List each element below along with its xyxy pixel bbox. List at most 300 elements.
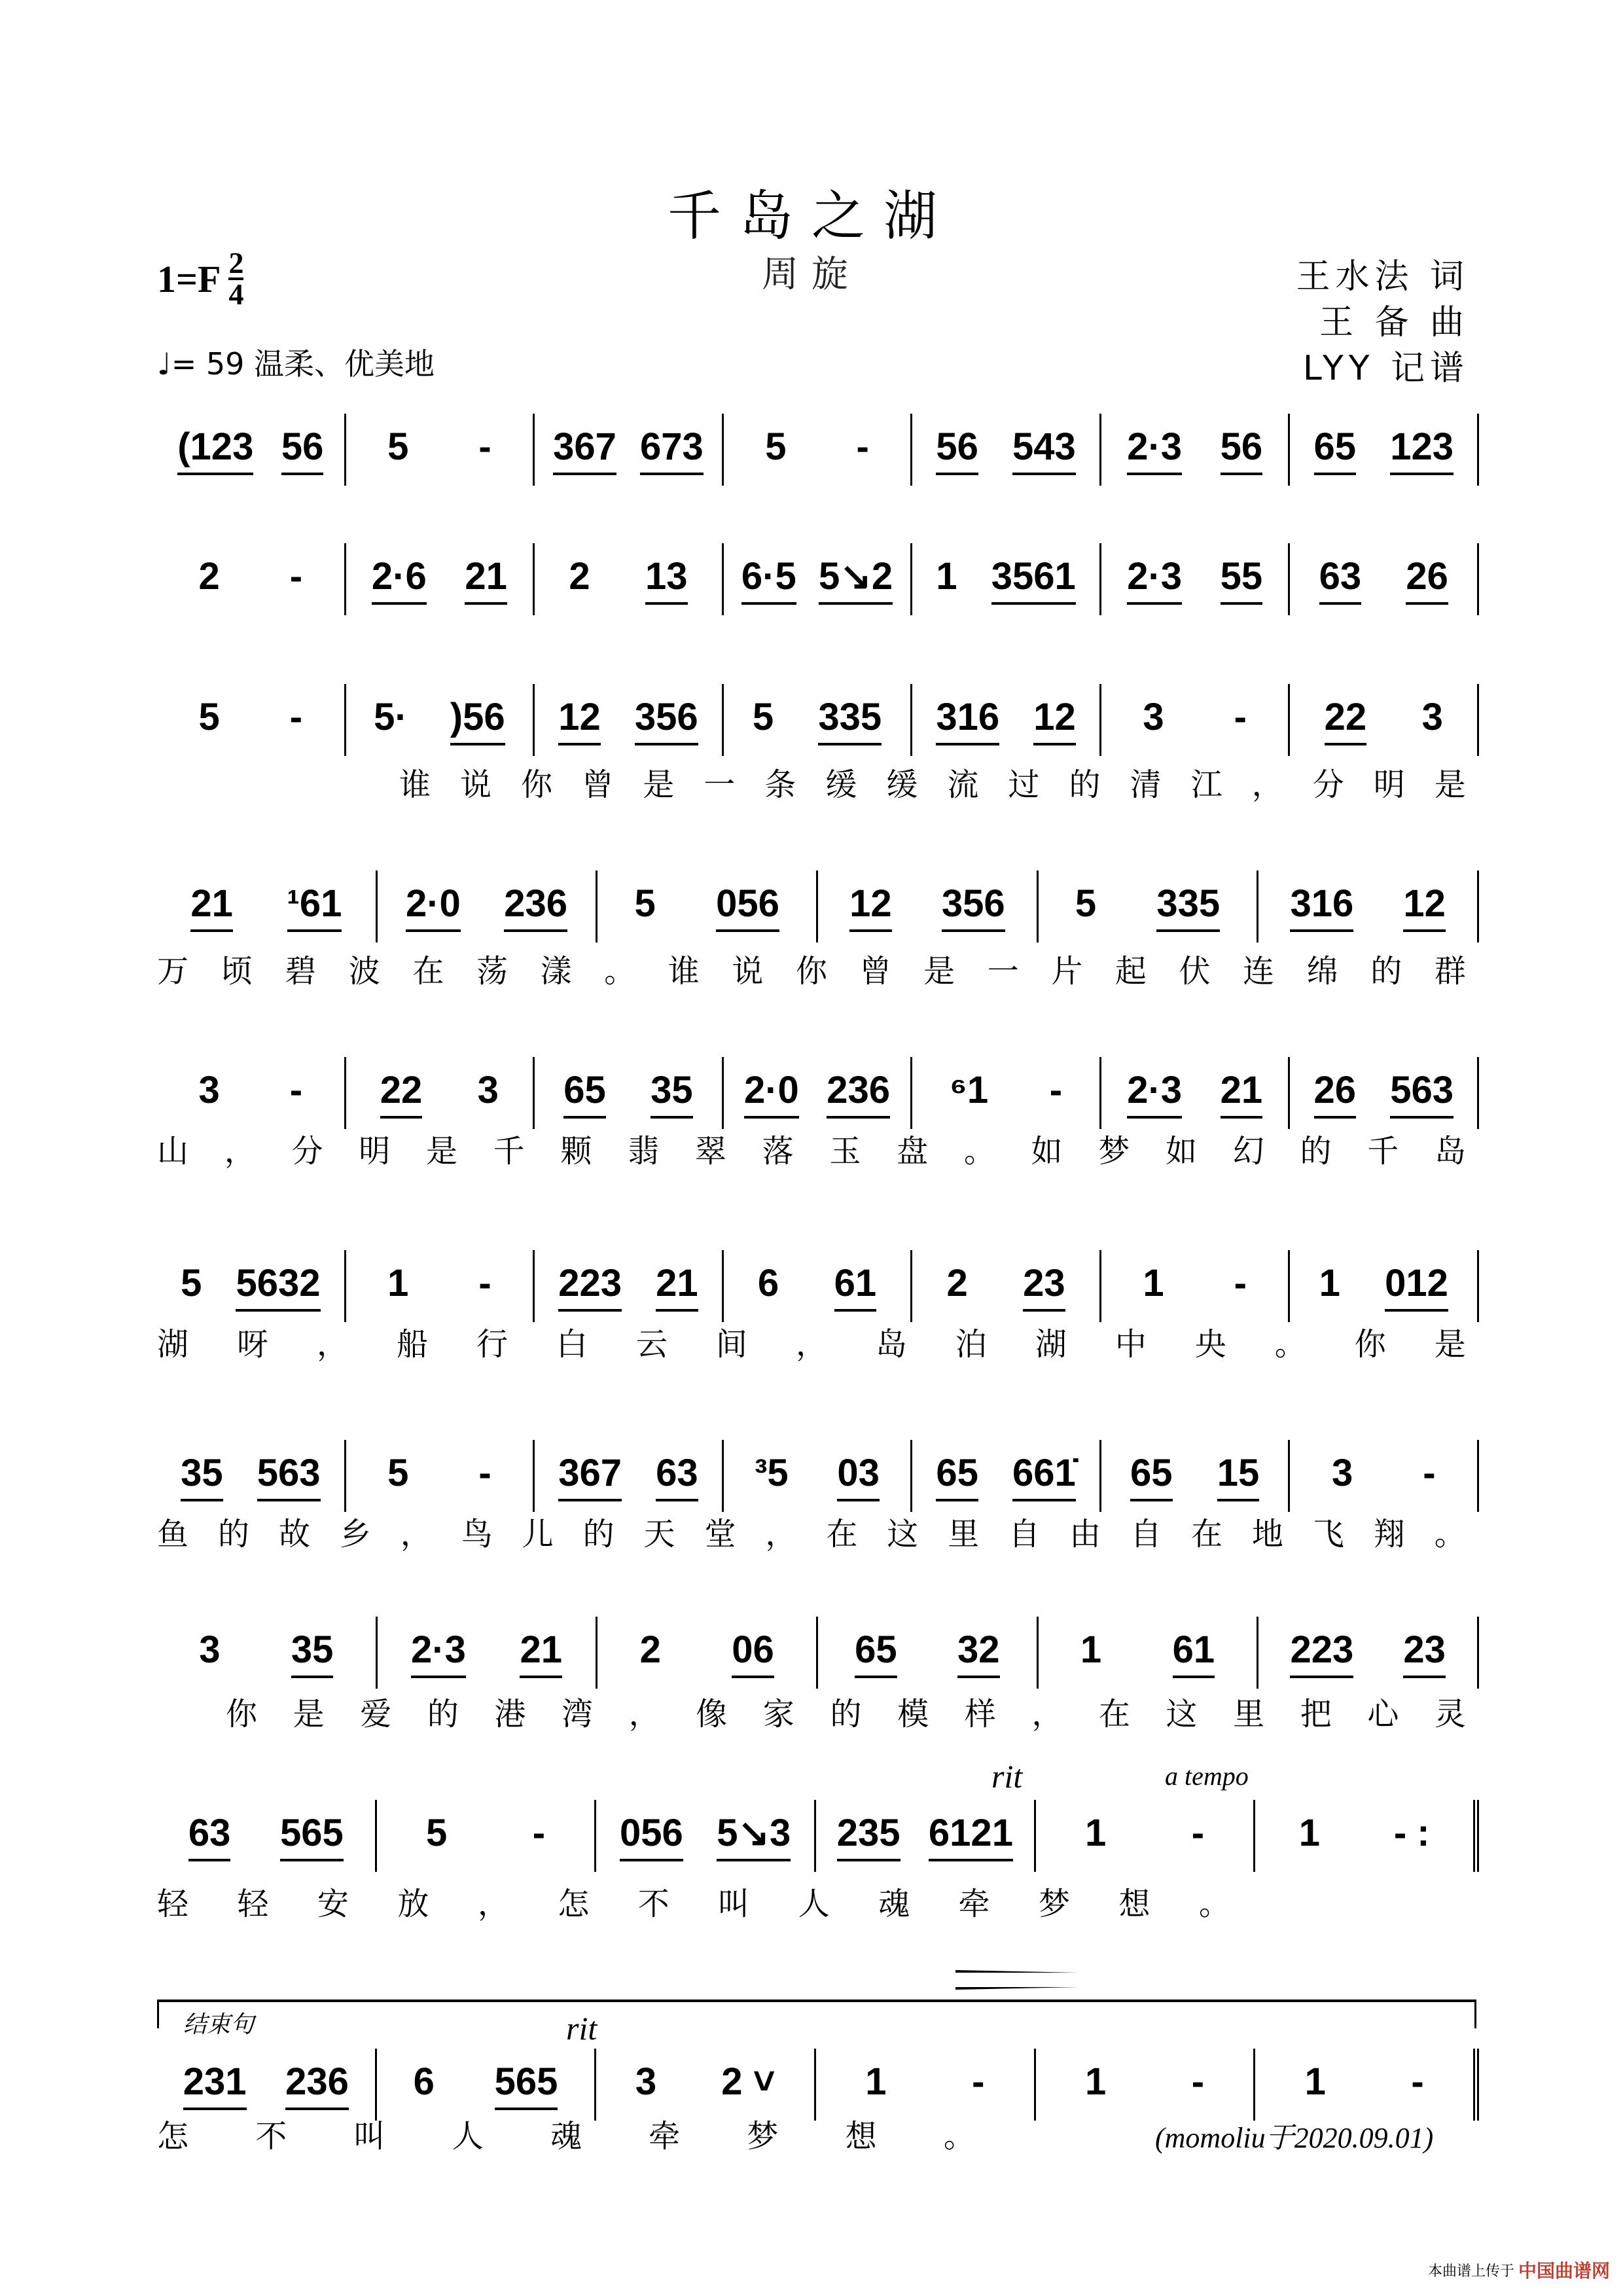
lyric-char: ， xyxy=(400,1516,432,1552)
lyric-char: 是 xyxy=(923,953,955,990)
note-group: 3 xyxy=(1143,695,1164,738)
note-group: 6121 xyxy=(929,1811,1013,1861)
lyric-char: 梦 xyxy=(747,2118,779,2155)
measure xyxy=(912,1057,1101,1129)
note-group: 56 xyxy=(936,425,978,475)
lyric-char: 像 xyxy=(696,1696,728,1732)
measure xyxy=(157,1617,378,1689)
lyric-char: 这 xyxy=(1166,1696,1198,1732)
measure xyxy=(596,2049,816,2121)
note-group: 5 xyxy=(425,1811,448,1854)
lyric-char: 群 xyxy=(1434,953,1466,990)
lyrics-line xyxy=(157,1878,1230,1924)
lyric-char: 起 xyxy=(1115,953,1147,990)
lyric-char: 片 xyxy=(1051,953,1083,990)
lyric-char: 翠 xyxy=(694,1133,726,1170)
lyric-char: 。 xyxy=(963,1133,995,1170)
rit-marking: rit xyxy=(991,1758,1023,1795)
site-logo[interactable]: 中国曲谱网 xyxy=(1518,2261,1610,2281)
note-group: 21 xyxy=(520,1628,562,1678)
lyric-char: 的 xyxy=(1370,953,1402,990)
note-group: 12 xyxy=(1033,695,1076,745)
lyric-char: 叫 xyxy=(718,1886,750,1922)
transcriber: LYY 记谱 xyxy=(1302,349,1469,388)
lyric-char: 在 xyxy=(826,1516,858,1552)
lyric-char: 曾 xyxy=(859,953,891,990)
note-group: 1 xyxy=(387,1261,409,1304)
note-group: 56 xyxy=(281,425,324,475)
note-group: 056 xyxy=(620,1811,683,1861)
note-group: 65 xyxy=(1314,425,1357,475)
measure xyxy=(596,1800,816,1872)
time-top: 2 xyxy=(228,246,244,279)
note-group: - xyxy=(478,1261,491,1304)
lyric-char: 千 xyxy=(1367,1133,1399,1170)
note-group: 2 ˅ xyxy=(721,2060,776,2103)
lyric-char: 说 xyxy=(460,766,492,803)
lyric-char: 湖 xyxy=(1035,1326,1067,1363)
lyric-char: 一 xyxy=(704,766,736,803)
measure xyxy=(912,1440,1101,1512)
lyric-char: 魂 xyxy=(878,1886,910,1922)
measure xyxy=(1101,1057,1291,1129)
note-group: - xyxy=(1191,2060,1205,2103)
lyric-char: 盘 xyxy=(897,1133,929,1170)
measure xyxy=(816,1800,1036,1872)
lyric-char: 行 xyxy=(476,1326,508,1363)
lyric-char: 的 xyxy=(427,1696,459,1732)
measure xyxy=(346,543,535,615)
note-group: 5 xyxy=(387,1451,409,1494)
note-group: 5 xyxy=(752,695,774,738)
note-group: - xyxy=(289,1068,303,1111)
measure xyxy=(912,1250,1101,1322)
staff-line xyxy=(157,543,1479,615)
note-group: 1 xyxy=(1143,1261,1164,1304)
lyric-char: 牵 xyxy=(958,1886,990,1922)
time-signature xyxy=(228,246,244,311)
note-group: 5↘2 xyxy=(819,554,893,605)
note-group: - xyxy=(1234,695,1247,738)
measure xyxy=(1258,870,1479,942)
measure xyxy=(346,1250,535,1322)
lyric-char: 流 xyxy=(947,766,979,803)
measure xyxy=(1290,1057,1479,1129)
note-group: 2·0 xyxy=(406,882,461,932)
note-group: 65 xyxy=(1130,1451,1173,1501)
note-group: 5 xyxy=(181,1261,202,1304)
measure xyxy=(346,414,535,486)
measure xyxy=(724,684,913,756)
staff-line xyxy=(157,1057,1479,1129)
ending-label: 结束句 xyxy=(183,2011,255,2038)
measure xyxy=(1101,684,1291,756)
lyric-char: 叫 xyxy=(353,2118,385,2155)
lyric-char: 曾 xyxy=(582,766,614,803)
rit-marking-ending: rit xyxy=(566,2010,597,2047)
note-group: - xyxy=(1191,1811,1205,1854)
staff-line xyxy=(157,1440,1479,1512)
note-group: 236 xyxy=(827,1068,890,1119)
lyric-char: 天 xyxy=(643,1516,675,1552)
lyric-char: 是 xyxy=(425,1133,457,1170)
key-text: 1=F xyxy=(157,257,221,300)
lyric-char: 由 xyxy=(1069,1516,1101,1552)
measure xyxy=(912,684,1101,756)
lyric-char: 。 xyxy=(943,2118,975,2155)
lyric-char: 。 xyxy=(1434,1516,1466,1552)
lyric-char: 明 xyxy=(1373,766,1405,803)
note-group: 5· xyxy=(374,695,408,738)
note-group: 223 xyxy=(558,1261,622,1312)
lyric-char: 玉 xyxy=(829,1133,861,1170)
lyrics-line xyxy=(157,2111,975,2156)
lyric-char: 轻 xyxy=(237,1886,269,1922)
note-group: - xyxy=(972,2060,985,2103)
lyric-char: 一 xyxy=(987,953,1019,990)
lyric-char: 连 xyxy=(1243,953,1275,990)
lyric-char: 梦 xyxy=(1098,1133,1130,1170)
note-group: 61 xyxy=(1173,1628,1215,1678)
lyric-char: 波 xyxy=(348,953,380,990)
lyric-char: ， xyxy=(1251,766,1283,803)
lyric-char: 缓 xyxy=(886,766,918,803)
measure xyxy=(377,1800,597,1872)
lyric-char: 在 xyxy=(1190,1516,1222,1552)
note-group: 26 xyxy=(1406,554,1448,605)
lyric-char: 地 xyxy=(1251,1516,1283,1552)
lyric-char: 里 xyxy=(1233,1696,1265,1732)
note-group: 5 xyxy=(634,882,656,925)
lyric-char: 顷 xyxy=(221,953,253,990)
lyric-char: 船 xyxy=(396,1326,428,1363)
note-group: 6 xyxy=(757,1261,779,1304)
note-group: ¹61 xyxy=(287,882,342,932)
note-group: 565 xyxy=(495,2060,558,2110)
measure xyxy=(157,543,346,615)
note-group: 1 xyxy=(1080,1628,1102,1671)
measure xyxy=(346,684,535,756)
lyric-char: 条 xyxy=(764,766,796,803)
lyric-char: 自 xyxy=(1008,1516,1041,1552)
lyric-char: 乡 xyxy=(339,1516,371,1552)
key-signature xyxy=(157,246,244,311)
note-group: 21 xyxy=(656,1261,698,1312)
lyric-char: 飞 xyxy=(1312,1516,1344,1552)
lyric-char: 的 xyxy=(217,1516,249,1552)
note-group: ³5 xyxy=(755,1451,789,1494)
note-group: 3 xyxy=(1421,695,1443,738)
measure xyxy=(157,1057,346,1129)
measure xyxy=(346,1057,535,1129)
note-group: 5 xyxy=(387,425,409,468)
measure xyxy=(912,543,1101,615)
note-group: 335 xyxy=(818,695,882,745)
lyric-char: 自 xyxy=(1130,1516,1162,1552)
lyric-char: 模 xyxy=(897,1696,929,1732)
lyric-char: 你 xyxy=(521,766,553,803)
note-group: 56 xyxy=(1221,425,1263,475)
lyric-char: 是 xyxy=(1434,766,1466,803)
time-bottom: 4 xyxy=(228,278,244,311)
lyric-char: 漾 xyxy=(540,953,572,990)
measure xyxy=(535,1440,724,1512)
note-group: 2 xyxy=(639,1628,661,1671)
lyric-char: 缓 xyxy=(825,766,857,803)
lyric-char: 岛 xyxy=(1434,1133,1466,1170)
note-group: 63 xyxy=(1319,554,1362,605)
lyric-char: 。 xyxy=(1274,1326,1306,1363)
lyric-char: 魂 xyxy=(550,2118,582,2155)
measure xyxy=(724,1250,913,1322)
note-group: 563 xyxy=(257,1451,321,1501)
note-group: 65 xyxy=(936,1451,978,1501)
measure xyxy=(1036,1800,1256,1872)
lyric-char: 。 xyxy=(604,953,636,990)
measure xyxy=(1290,1250,1479,1322)
lyric-char: 分 xyxy=(291,1133,323,1170)
lyrics-line xyxy=(399,759,1466,804)
lyric-char: 堂 xyxy=(704,1516,736,1552)
note-group: 65 xyxy=(563,1068,606,1119)
measure xyxy=(818,1617,1039,1689)
note-group: 2·3 xyxy=(1127,554,1182,605)
note-group: 6 xyxy=(413,2060,435,2103)
lyric-char: 过 xyxy=(1008,766,1040,803)
lyric-char: 千 xyxy=(493,1133,525,1170)
measure xyxy=(818,870,1039,942)
lyric-char: 儿 xyxy=(522,1516,554,1552)
note-group: 123 xyxy=(1390,425,1454,475)
lyric-char: 鸟 xyxy=(461,1516,493,1552)
lyric-char: 安 xyxy=(317,1886,349,1922)
measure xyxy=(597,1617,818,1689)
staff-line xyxy=(157,684,1479,756)
staff-line xyxy=(157,2049,1479,2121)
lyric-char: 人 xyxy=(452,2118,484,2155)
measure xyxy=(157,1250,346,1322)
note-group: 21 xyxy=(190,882,233,932)
lyric-char: 绵 xyxy=(1306,953,1338,990)
measure xyxy=(157,684,346,756)
measure xyxy=(378,870,598,942)
measure xyxy=(1101,543,1291,615)
note-group: 012 xyxy=(1385,1261,1448,1312)
note-group: 2·0 xyxy=(744,1068,799,1119)
lyric-char: 港 xyxy=(494,1696,526,1732)
note-group: 316 xyxy=(1290,882,1353,932)
note-group: 21 xyxy=(1221,1068,1263,1119)
measure xyxy=(816,2049,1036,2121)
lyric-char: 想 xyxy=(845,2118,877,2155)
note-group: - xyxy=(1234,1261,1247,1304)
note-group: 1 xyxy=(1084,1811,1107,1854)
note-group: 35 xyxy=(291,1628,334,1678)
note-group: 2·3 xyxy=(1127,425,1182,475)
measure xyxy=(1290,684,1479,756)
lyric-char: 鱼 xyxy=(157,1516,189,1552)
lyric-char: 泊 xyxy=(955,1326,987,1363)
note-group: 1 xyxy=(1298,1811,1321,1854)
lyric-char: 故 xyxy=(278,1516,310,1552)
note-group: - xyxy=(856,425,869,468)
lyric-char: 荡 xyxy=(476,953,508,990)
lyric-char: 湖 xyxy=(157,1326,189,1363)
lyric-char: 翡 xyxy=(628,1133,660,1170)
note-group: 231 xyxy=(183,2060,247,2110)
lyric-char: ， xyxy=(765,1516,797,1552)
measure xyxy=(378,1617,598,1689)
note-group: 5 xyxy=(198,695,220,738)
lyric-char: 怎 xyxy=(157,2118,189,2155)
lyric-char: 清 xyxy=(1130,766,1162,803)
lyric-char: 你 xyxy=(226,1696,258,1732)
lyric-char: 颗 xyxy=(560,1133,592,1170)
note-group: 2·3 xyxy=(411,1628,466,1678)
tempo-marking: ♩= 59 温柔、优美地 xyxy=(157,346,435,382)
measure xyxy=(377,2049,597,2121)
lyric-char: ， xyxy=(1031,1696,1063,1732)
lyrics-line xyxy=(226,1689,1466,1734)
lyric-char: 如 xyxy=(1166,1133,1198,1170)
note-group: 356 xyxy=(635,695,698,745)
lyric-char: 岛 xyxy=(875,1326,907,1363)
lyric-char: 白 xyxy=(556,1326,588,1363)
lyric-char: ， xyxy=(795,1326,827,1363)
measure xyxy=(597,870,818,942)
lyric-char: ， xyxy=(224,1133,256,1170)
measure xyxy=(157,870,378,942)
lyric-char: 央 xyxy=(1194,1326,1226,1363)
note-group: 316 xyxy=(936,695,999,745)
note-group: 22 xyxy=(380,1068,423,1119)
lyric-char: 明 xyxy=(359,1133,391,1170)
note-group: 2·3 xyxy=(1127,1068,1182,1119)
measure xyxy=(1290,543,1479,615)
note-group: - xyxy=(1411,2060,1424,2103)
lyric-char: 碧 xyxy=(285,953,317,990)
note-group: 23 xyxy=(1023,1261,1065,1312)
measure xyxy=(157,1440,346,1512)
staff-line xyxy=(157,870,1479,942)
lyric-char: 呀 xyxy=(236,1326,268,1363)
lyric-char: 在 xyxy=(1098,1696,1130,1732)
lyric-char: 放 xyxy=(397,1886,429,1922)
lyric-char: 是 xyxy=(1434,1326,1466,1363)
note-group: ⁶1 xyxy=(950,1068,989,1111)
lyric-char: 家 xyxy=(762,1696,794,1732)
note-group: 1 xyxy=(1084,2060,1107,2103)
lyric-char: 样 xyxy=(964,1696,996,1732)
lyric-char: 幻 xyxy=(1232,1133,1264,1170)
note-group: 2·6 xyxy=(372,554,427,605)
note-group: - xyxy=(478,425,491,468)
note-group: 2 xyxy=(198,554,220,598)
staff-line xyxy=(157,1250,1479,1322)
lyrics-line xyxy=(157,1319,1466,1364)
transcription-credit: (momoliu于2020.09.01) xyxy=(1155,2122,1434,2154)
measure xyxy=(346,1440,535,1512)
note-group: 236 xyxy=(285,2060,349,2110)
lyric-char: 在 xyxy=(412,953,444,990)
lyric-char: 爱 xyxy=(360,1696,392,1732)
measure xyxy=(157,1800,377,1872)
lyrics-line xyxy=(157,946,1466,991)
note-group: 367 xyxy=(553,425,616,475)
staff-line xyxy=(157,1617,1479,1689)
measure xyxy=(724,1057,913,1129)
lyric-char: 把 xyxy=(1300,1696,1332,1732)
note-group: - xyxy=(1423,1451,1436,1494)
lyric-char: 你 xyxy=(1354,1326,1386,1363)
note-group: 235 xyxy=(837,1811,901,1861)
measure xyxy=(724,1440,913,1512)
lyric-char: 谁 xyxy=(399,766,431,803)
note-group: 236 xyxy=(504,882,567,932)
measure xyxy=(1255,1800,1479,1872)
note-group: 1 xyxy=(865,2060,887,2103)
note-group: 63 xyxy=(188,1811,231,1861)
lyric-char: 伏 xyxy=(1179,953,1211,990)
measure xyxy=(535,414,724,486)
lyric-char: 是 xyxy=(293,1696,325,1732)
note-group: 3 xyxy=(1331,1451,1353,1494)
note-group: 3 xyxy=(635,2060,657,2103)
lyric-char: 牵 xyxy=(649,2118,681,2155)
note-group: 23 xyxy=(1403,1628,1446,1678)
lyric-char: 的 xyxy=(1300,1133,1332,1170)
note-group: - xyxy=(532,1811,546,1854)
lyric-char: 山 xyxy=(157,1133,189,1170)
note-group: 056 xyxy=(716,882,779,932)
lyric-char: 落 xyxy=(762,1133,794,1170)
lyric-char: 不 xyxy=(255,2118,287,2155)
note-group: 661̇ xyxy=(1012,1451,1076,1501)
song-title: 千岛之湖 xyxy=(667,185,955,247)
note-group: 65 xyxy=(855,1628,897,1678)
measure xyxy=(1039,870,1259,942)
lyric-char: 想 xyxy=(1118,1886,1150,1922)
note-group: 6·5 xyxy=(741,554,796,605)
measure xyxy=(724,543,913,615)
note-group: 3 xyxy=(198,1068,220,1111)
measure xyxy=(535,1057,724,1129)
measure xyxy=(157,2049,377,2121)
lyric-char: 翔 xyxy=(1373,1516,1405,1552)
lyric-char: 不 xyxy=(637,1886,669,1922)
note-group: )56 xyxy=(450,695,505,745)
measure xyxy=(1101,414,1291,486)
lyric-char: ， xyxy=(316,1326,348,1363)
note-group: 26 xyxy=(1314,1068,1357,1119)
lyrics-line xyxy=(157,1126,1466,1171)
note-group: 32 xyxy=(957,1628,1000,1678)
note-group: 03 xyxy=(837,1451,880,1501)
lyric-char: 是 xyxy=(643,766,675,803)
lyric-char: 的 xyxy=(1069,766,1101,803)
lyric-char: 人 xyxy=(798,1886,830,1922)
note-group: 12 xyxy=(1403,882,1446,932)
measure xyxy=(1290,1440,1479,1512)
lyric-char: 怎 xyxy=(558,1886,590,1922)
note-group: 335 xyxy=(1156,882,1220,932)
note-group: 5 xyxy=(1075,882,1097,925)
lyric-char: 间 xyxy=(715,1326,747,1363)
note-group: 12 xyxy=(849,882,892,932)
measure xyxy=(1039,1617,1259,1689)
lyricist: 王水法 词 xyxy=(1296,257,1469,296)
note-group: - xyxy=(289,554,303,598)
